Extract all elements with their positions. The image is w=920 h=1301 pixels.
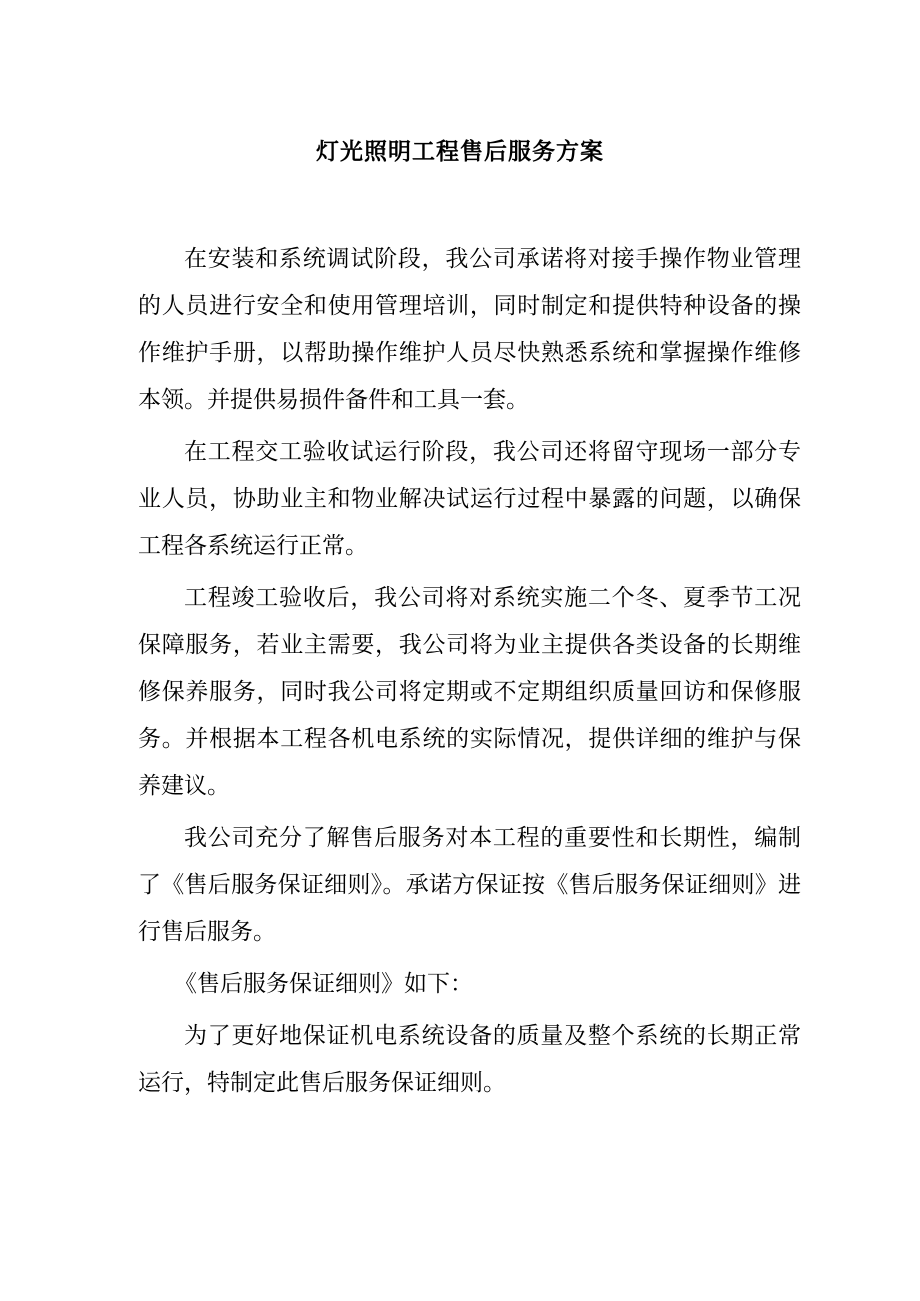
paragraph-trial-operation: 在工程交工验收试运行阶段，我公司还将留守现场一部分专业人员，协助业主和物业解决试运行过程中暴露的问题，以确保工程各系统运行正常。: [138, 439, 801, 559]
paragraph-service-rules: 我公司充分了解售后服务对本工程的重要性和长期性，编制了《售后服务保证细则》。承诺方保证按《售后服务保证细则》进行售后服务。: [138, 825, 801, 945]
document-title: 灯光照明工程售后服务方案: [316, 139, 604, 165]
document-body: [138, 236, 801, 1107]
paragraph-completion-service: 工程竣工验收后，我公司将对系统实施二个冬、夏季节工况保障服务，若业主需要，我公司将为业主提供各类设备的长期维修保养服务，同时我公司将定期或不定期组织质量回访和保修服务。并根据本工程各机电系统的实际情况，提供详细的维护与保养建议。: [138, 585, 801, 799]
paragraph-purpose: 为了更好地保证机电系统设备的质量及整个系统的长期正常运行，特制定此售后服务保证细则。: [138, 1023, 801, 1096]
paragraph-rules-intro: 《售后服务保证细则》如下：: [174, 971, 473, 997]
paragraph-installation-training: 在安装和系统调试阶段，我公司承诺将对接手操作物业管理的人员进行安全和使用管理培训，同时制定和提供特种设备的操作维护手册，以帮助操作维护人员尽快熟悉系统和掌握操作维修本领。并提供易损件备件和工具一套。: [138, 246, 801, 413]
